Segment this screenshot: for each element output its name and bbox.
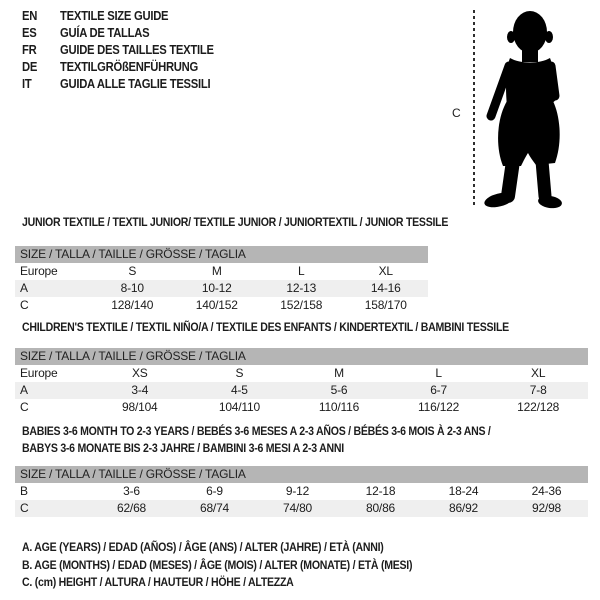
row-label: B (20, 484, 28, 498)
months-cell: 3-6 (123, 484, 140, 498)
height-cell: 74/80 (282, 501, 313, 515)
age-cell: 10-12 (201, 281, 232, 295)
legend-line-a: A. AGE (YEARS) / EDAD (AÑOS) / ÂGE (ANS) / ALTER (JAHRE) / ETÀ (ANNI) (22, 540, 384, 554)
language-title-block (22, 8, 231, 93)
size-cell: S (128, 264, 137, 278)
height-cell: 62/68 (116, 501, 147, 515)
guide-title: GUIDE DES TAILLES TEXTILE (60, 43, 214, 57)
language-row-fr (22, 42, 231, 59)
age-cell: 14-16 (370, 281, 401, 295)
junior-section-title: JUNIOR TEXTILE / TEXTIL JUNIOR/ TEXTILE JUNIOR / JUNIORTEXTIL / JUNIOR TESSILE (22, 215, 449, 229)
age-cell: 4-5 (231, 383, 248, 397)
language-code: IT (22, 77, 32, 91)
size-header-row: SIZE / TALLA / TAILLE / GRÖSSE / TAGLIA (15, 246, 428, 263)
children-section-title: CHILDREN'S TEXTILE / TEXTIL NIÑO/A / TEXTILE DES ENFANTS / KINDERTEXTIL / BAMBINI TESSILE (22, 320, 509, 334)
table-row-height (15, 297, 428, 314)
size-cell: L (435, 366, 442, 380)
babies-size-table (15, 466, 588, 517)
height-measure-label: C (452, 106, 461, 120)
row-label: Europe (20, 366, 58, 380)
size-header-row: SIZE / TALLA / TAILLE / GRÖSSE / TAGLIA (15, 348, 588, 365)
height-measure-dashed-line (473, 10, 475, 207)
height-cell: 128/140 (111, 298, 154, 312)
language-row-es (22, 25, 231, 42)
age-cell: 12-13 (286, 281, 317, 295)
row-label: Europe (20, 264, 58, 278)
language-row-en (22, 8, 231, 25)
size-cell: XL (531, 366, 546, 380)
height-cell: 92/98 (531, 501, 562, 515)
guide-title: GUÍA DE TALLAS (60, 26, 150, 40)
language-code: FR (22, 43, 37, 57)
size-cell: M (334, 366, 344, 380)
height-cell: 140/152 (195, 298, 238, 312)
guide-title: GUIDA ALLE TAGLIE TESSILI (60, 77, 211, 91)
size-cell: M (211, 264, 222, 278)
months-cell: 12-18 (365, 484, 396, 498)
height-cell: 68/74 (199, 501, 230, 515)
table-row-europe (15, 263, 428, 280)
size-header-row: SIZE / TALLA / TAILLE / GRÖSSE / TAGLIA (15, 466, 588, 483)
guide-title: TEXTILGRÖßENFÜHRUNG (60, 60, 198, 74)
children-size-table (15, 348, 588, 416)
height-cell: 86/92 (448, 501, 479, 515)
height-cell: 80/86 (365, 501, 396, 515)
table-row-height (15, 500, 588, 517)
table-row-age (15, 280, 428, 297)
height-cell: 122/128 (517, 400, 560, 414)
height-cell: 110/116 (318, 400, 360, 414)
junior-size-table (15, 246, 428, 314)
language-code: ES (22, 26, 37, 40)
language-row-it (22, 76, 231, 93)
table-row-age (15, 382, 588, 399)
height-cell: 158/170 (364, 298, 407, 312)
size-cell: XS (131, 366, 148, 380)
row-label: C (20, 501, 29, 515)
age-cell: 3-4 (131, 383, 149, 397)
months-cell: 24-36 (531, 484, 562, 498)
height-cell: 104/110 (218, 400, 260, 414)
row-label: A (20, 383, 28, 397)
age-cell: 5-6 (330, 383, 348, 397)
guide-title: TEXTILE SIZE GUIDE (60, 9, 169, 23)
table-row-height (15, 399, 588, 416)
row-label: A (20, 281, 28, 295)
months-cell: 9-12 (285, 484, 310, 498)
language-code: EN (22, 9, 38, 23)
measure-legend (22, 539, 465, 592)
age-cell: 7-8 (529, 383, 547, 397)
language-row-de (22, 59, 231, 76)
size-cell: XL (378, 264, 393, 278)
age-cell: 6-7 (430, 383, 447, 397)
row-label: C (20, 298, 29, 312)
table-row-months (15, 483, 588, 500)
row-label: C (20, 400, 29, 414)
height-cell: 116/122 (418, 400, 460, 414)
months-cell: 18-24 (448, 484, 479, 498)
babies-section-title-line1: BABIES 3-6 MONTH TO 2-3 YEARS / BEBÉS 3-6 MESES A 2-3 AÑOS / BÉBÉS 3-6 MOIS À 2-3 ANS / (22, 424, 491, 438)
size-cell: L (298, 264, 305, 278)
age-cell: 8-10 (120, 281, 144, 295)
height-cell: 98/104 (122, 400, 158, 414)
table-row-europe (15, 365, 588, 382)
language-code: DE (22, 60, 38, 74)
size-cell: S (235, 366, 244, 380)
height-cell: 152/158 (280, 298, 323, 312)
toddler-silhouette-illustration (480, 6, 580, 210)
months-cell: 6-9 (206, 484, 223, 498)
legend-line-c: C. (cm) HEIGHT / ALTURA / HAUTEUR / HÖHE / ALTEZZA (22, 575, 294, 589)
legend-line-b: B. AGE (MONTHS) / EDAD (MESES) / ÂGE (MOIS) / ALTER (MONATE) / ETÀ (MESI) (22, 557, 413, 572)
babies-section-title-line2: BABYS 3-6 MONATE BIS 2-3 JAHRE / BAMBINI 3-6 MESI A 2-3 ANNI (22, 441, 344, 455)
